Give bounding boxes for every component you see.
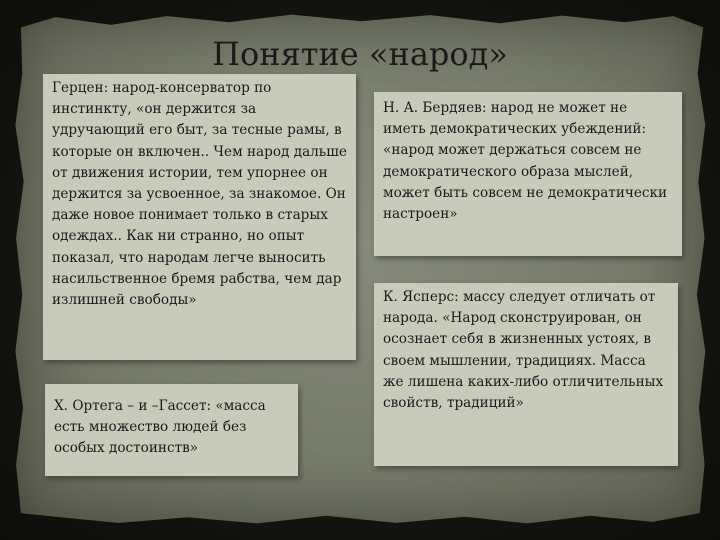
- quote-herzen: Герцен: народ-консерватор по инстинкту, «он держится за удручающий его быт, за тесные рамы, в которые он включен.. Чем народ дальше от движения истории, тем упорнее он держится за усвоенное, за знакомое. Он даже новое понимает только в старых одеждах.. Как ни странно, но опыт показал, что народам легче выносить насильственное бремя рабства, чем дар излишней свободы»: [43, 74, 356, 360]
- quote-jaspers: К. Ясперс: массу следует отличать от народа. «Народ сконструирован, он осознает себя в жизненных устоях, в своем мышлении, традициях. Масса же лишена каких-либо отличительных свойств, традиций»: [374, 283, 678, 466]
- quote-berdyaev: Н. А. Бердяев: народ не может не иметь демократических убеждений: «народ может держаться совсем не демократического образа мыслей, может быть совсем не демократически настроен»: [374, 92, 682, 256]
- slide-title: Понятие «народ»: [212, 35, 508, 73]
- quote-ortega-y-gasset: Х. Ортега – и –Гассет: «масса есть множество людей без особых достоинств»: [45, 384, 298, 476]
